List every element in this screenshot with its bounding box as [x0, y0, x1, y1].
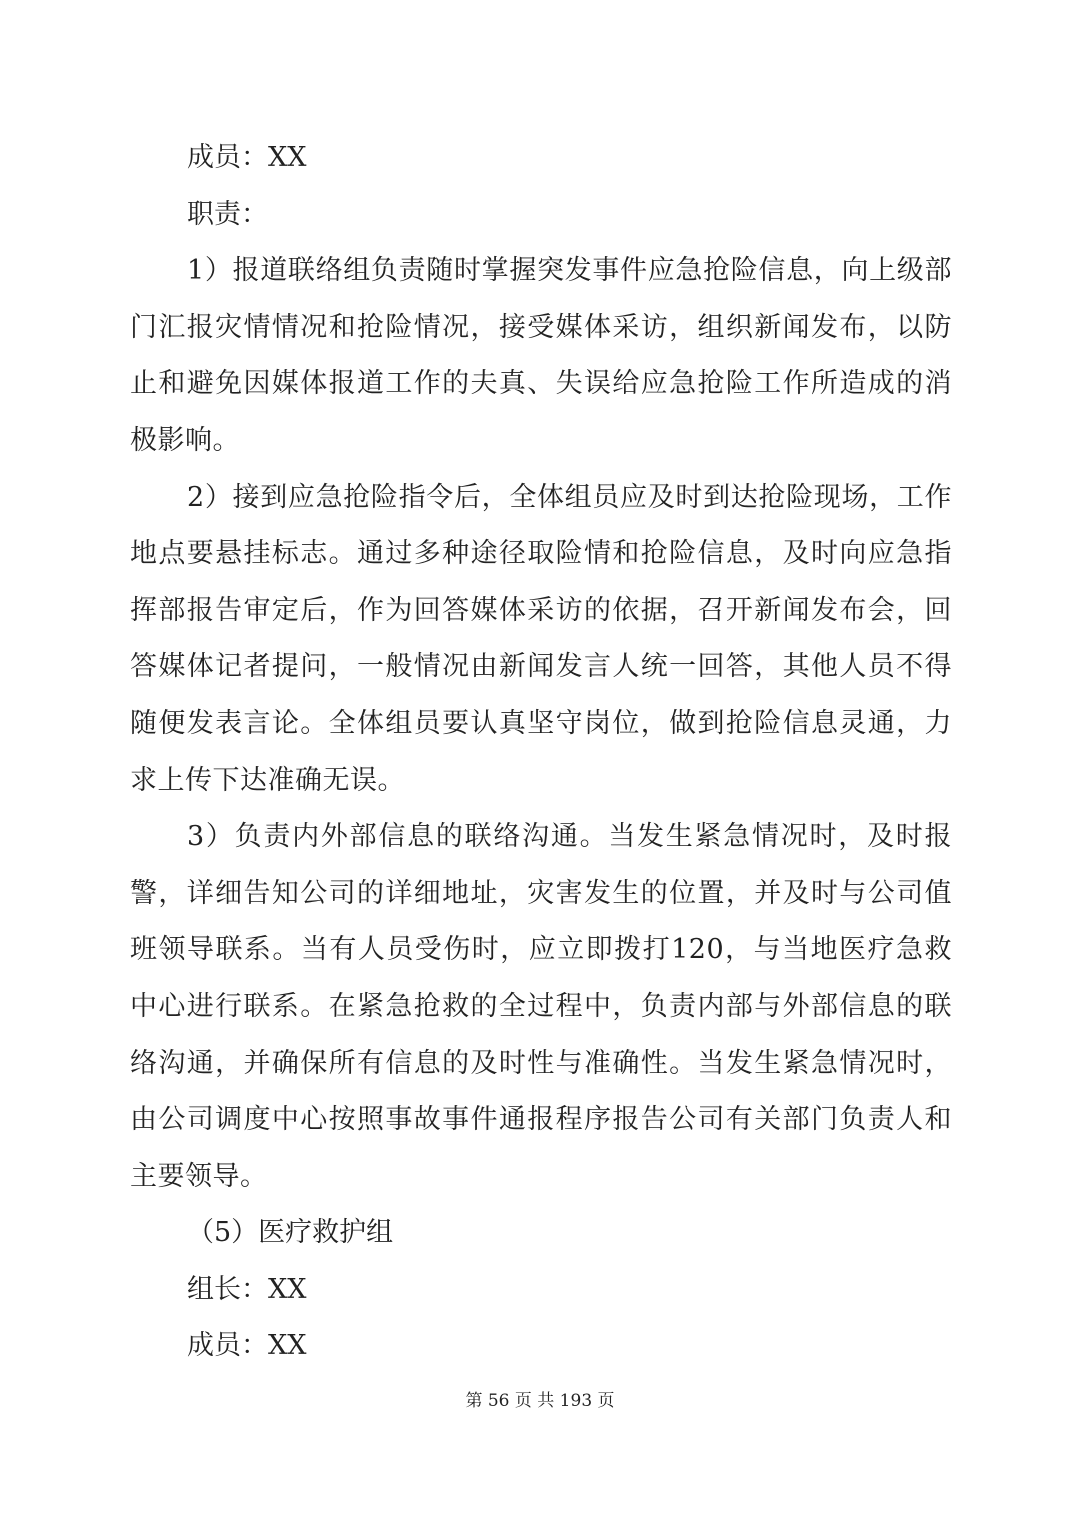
duty-paragraph-1: 1）报道联络组负责随时掌握突发事件应急抢险信息，向上级部门汇报灾情情况和抢险情况，接受媒体采访，组织新闻发布，以防止和避免因媒体报道工作的夫真、失误给应急抢险工作所造成的消极影响。 [130, 255, 952, 456]
members-line: 成员：XX [187, 142, 307, 173]
duty-paragraph-2: 2）接到应急抢险指令后，全体组员应及时到达抢险现场，工作地点要悬挂标志。通过多种途径取险情和抢险信息，及时向应急指挥部报告审定后，作为回答媒体采访的依据，召开新闻发布会，回答媒体记者提问，一般情况由新闻发言人统一回答，其他人员不得随便发表言论。全体组员要认真坚守岗位，做到抢险信息灵通，力求上传下达准确无误。 [130, 481, 952, 796]
leader-line: 组长：XX [187, 1273, 307, 1305]
section-heading: （5）医疗救护组 [187, 1217, 394, 1249]
page-number-footer: 第 56 页 共 193 页 [465, 1391, 615, 1411]
members-line-2: 成员：XX [187, 1330, 307, 1362]
document-body [130, 130, 952, 1375]
duty-paragraph-3: 3）负责内外部信息的联络沟通。当发生紧急情况时，及时报警，详细告知公司的详细地址，灾害发生的位置，并及时与公司值班领导联系。当有人员受伤时，应立即拨打120，与当地医疗急救中心进行联系。在紧急抢救的全过程中，负责内部与外部信息的联络沟通，并确保所有信息的及时性与准确性。当发生紧急情况时，由公司调度中心按照事故事件通报程序报告公司有关部门负责人和主要领导。 [130, 821, 952, 1192]
duties-label: 职责： [187, 198, 268, 230]
